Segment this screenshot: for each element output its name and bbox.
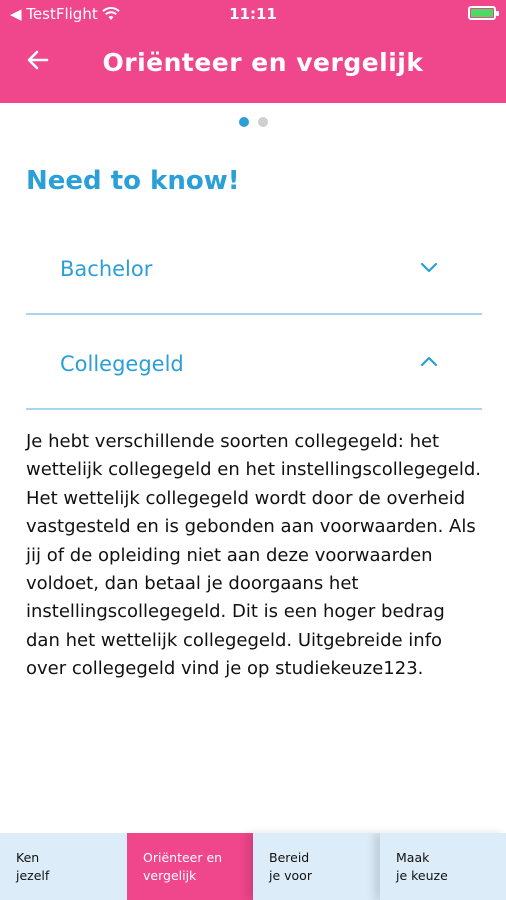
tab-label-line1: Maak xyxy=(396,850,430,865)
back-button[interactable] xyxy=(26,48,56,78)
app-header xyxy=(0,0,506,103)
battery-icon xyxy=(468,6,496,20)
battery-indicator xyxy=(468,6,496,20)
tab-label-line2: jezelf xyxy=(16,868,50,883)
tab-maak-je-keuze[interactable] xyxy=(380,833,506,900)
status-time: 11:11 xyxy=(229,5,277,23)
accordion-label: Bachelor xyxy=(60,257,153,281)
page-dot[interactable] xyxy=(258,117,268,127)
accordion-item-collegegeld[interactable] xyxy=(26,317,482,410)
tab-label-line1: Ken xyxy=(16,850,40,865)
tab-label-line2: je voor xyxy=(269,868,312,883)
tab-ken-jezelf[interactable] xyxy=(0,833,127,900)
accordion-label: Collegegeld xyxy=(60,352,184,376)
chevron-up-icon xyxy=(420,353,438,371)
tab-label-line1: Oriënteer en xyxy=(143,850,223,865)
section-title: Need to know! xyxy=(26,166,240,196)
carrier-label: ◀ TestFlight xyxy=(10,5,98,23)
page-title: Oriënteer en vergelijk xyxy=(102,48,424,77)
tab-label-line2: vergelijk xyxy=(143,868,197,883)
bottom-tab-bar xyxy=(0,833,506,900)
chevron-down-icon xyxy=(420,258,438,276)
tab-bereid-je-voor[interactable] xyxy=(253,833,380,900)
page-dot-active[interactable] xyxy=(239,117,249,127)
tab-label-line1: Bereid xyxy=(269,850,310,865)
status-bar xyxy=(0,0,506,30)
tab-orienteer-en-vergelijk[interactable] xyxy=(127,833,253,900)
arrow-left-icon xyxy=(26,48,50,72)
page-indicator xyxy=(0,117,506,127)
tab-label-line2: je keuze xyxy=(396,868,448,883)
collegegeld-description: Je hebt verschillende soorten collegegeld: het wettelijk collegegeld en het instellingscollegegeld. Het wettelijk collegegeld wordt door de overheid vastgesteld en is gebonden aan voorwaarden. Als jij of de opleiding niet aan deze voorwaarden voldoet, dan betaal je doorgaans het instellingscollegegeld. Dit is een hoger bedrag dan het wettelijk collegegeld. Uitgebreide info over collegegeld vind je op studiekeuze123. xyxy=(26,431,482,680)
accordion-item-bachelor[interactable] xyxy=(26,222,482,315)
